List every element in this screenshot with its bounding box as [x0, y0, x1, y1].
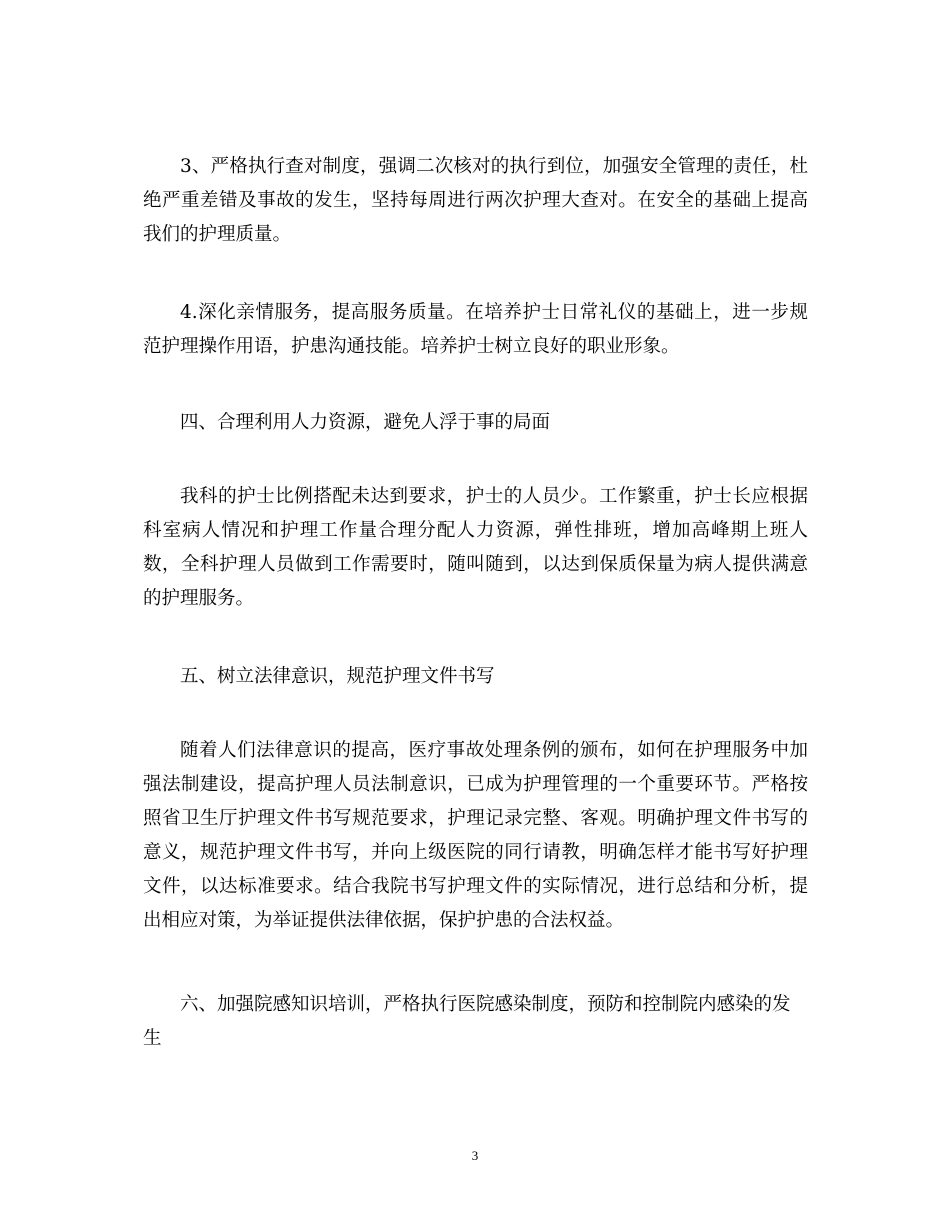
section-heading-human-resources: 四、合理利用人力资源，避免人浮于事的局面 — [180, 412, 551, 433]
section-heading-legal-awareness: 五、树立法律意识，规范护理文件书写 — [180, 666, 495, 687]
paragraph-safety-check: 3、严格执行查对制度，强调二次核对的执行到位，加强安全管理的责任，杜绝严重差错及事故的发生，坚持每周进行两次护理大查对。在安全的基础上提高我们的护理质量。 — [143, 156, 808, 245]
page-number: 3 — [471, 1148, 479, 1163]
paragraph-staffing: 我科的护士比例搭配未达到要求，护士的人员少。工作繁重，护士长应根据科室病人情况和护理工作量合理分配人力资源，弹性排班，增加高峰期上班人数，全科护理人员做到工作需要时，随叫随到，以达到保质保量为病人提供满意的护理服务。 — [143, 486, 808, 609]
paragraph-legal-documentation: 随着人们法律意识的提高，医疗事故处理条例的颁布，如何在护理服务中加强法制建设，提高护理人员法制意识，已成为护理管理的一个重要环节。严格按照省卫生厅护理文件书写规范要求，护理记录完整、客观。明确护理文件书写的意义，规范护理文件书写，并向上级医院的同行请教，明确怎样才能书写好护理文件，以达标准要求。结合我院书写护理文件的实际情况，进行总结和分析，提出相应对策，为举证提供法律依据，保护护患的合法权益。 — [143, 740, 808, 931]
section-heading-infection-control: 六、加强院感知识培训，严格执行医院感染制度，预防和控制院内感染的发生 — [143, 994, 791, 1049]
paragraph-service-quality: 4.深化亲情服务，提高服务质量。在培养护士日常礼仪的基础上，进一步规范护理操作用语，护患沟通技能。培养护士树立良好的职业形象。 — [143, 302, 808, 357]
